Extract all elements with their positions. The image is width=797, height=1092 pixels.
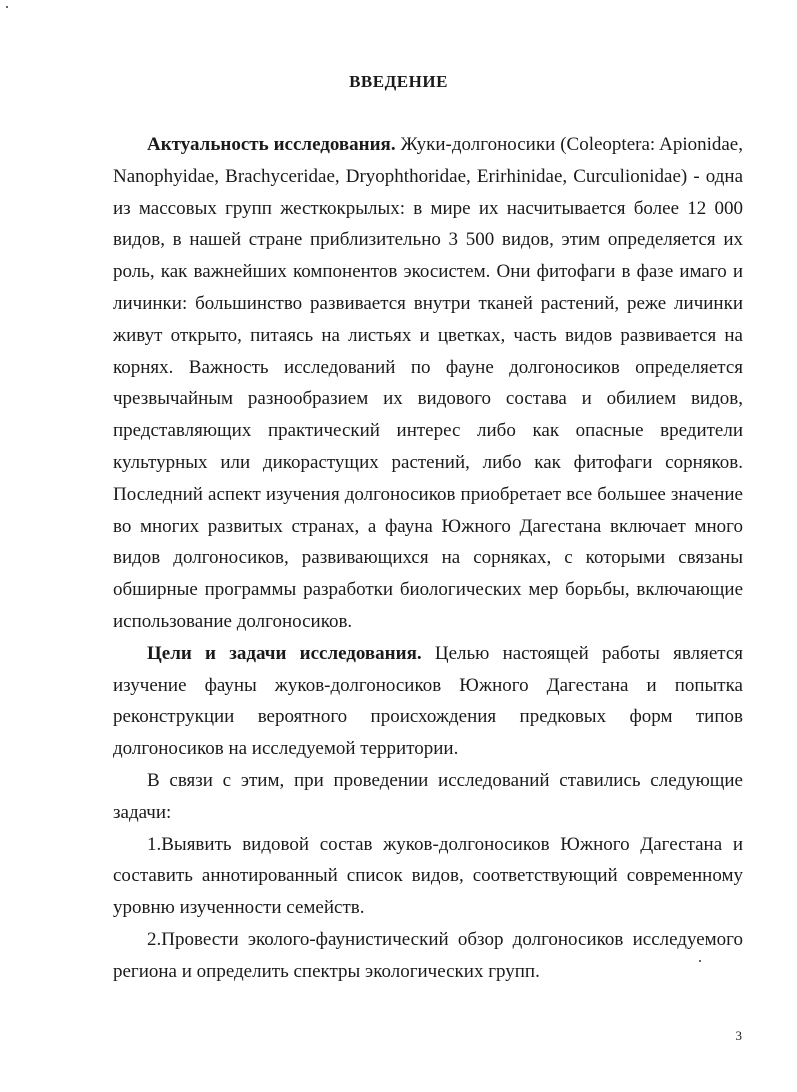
paragraph-relevance bbox=[113, 129, 743, 638]
paragraph-text: 2.Провести эколого-фаунистический обзор долгоносиков исследуемого региона и определить спектры экологических групп. bbox=[113, 928, 743, 982]
page-number: 3 bbox=[735, 1028, 742, 1043]
paragraph-text: Целью настоящей работы является изучение фауны жуков-долгоносиков Южного Дагестана и попытка реконструкции вероятного происхождения предковых форм типов долгоносиков на исследуемой территории. bbox=[113, 642, 743, 760]
paragraph-task-1 bbox=[113, 829, 743, 924]
paragraph-task-2 bbox=[113, 924, 743, 988]
section-title: ВВЕДЕНИЕ bbox=[349, 72, 448, 91]
paragraph-goals bbox=[113, 638, 743, 765]
body-text bbox=[113, 129, 743, 988]
scan-speck bbox=[6, 6, 8, 8]
paragraph-text: В связи с этим, при проведении исследований ставились следующие задачи: bbox=[113, 769, 743, 823]
paragraph-text: 1.Выявить видовой состав жуков-долгоносиков Южного Дагестана и составить аннотированный список видов, соответствующий современному уровню изученности семейств. bbox=[113, 833, 743, 919]
paragraph-tasks-intro bbox=[113, 765, 743, 829]
paragraph-lead: Цели и задачи исследования. bbox=[147, 642, 422, 664]
paragraph-lead: Актуальность исследования. bbox=[147, 134, 396, 155]
scan-speck bbox=[699, 960, 701, 962]
paragraph-text: Жуки-долгоносики (Coleoptera: Apionidae, Nanophyidae, Brachyceridae, Dryophthoridae, Erirhinidae, Curculionidae) - одна из массовых групп жесткокрылых: в мире их насчитывается более 12 000 видов, в нашей стране приблизительно 3 500 видов, этим определяется их роль, как важнейших компонентов экосистем. Они фитофаги в фазе имаго и личинки: большинство развивается внутри тканей растений, реже личинки живут открыто, питаясь на листьях и цветках, часть видов развивается на корнях. Важность исследований по фауне долгоносиков определяется чрезвычайным разнообразием их видового состава и обилием видов, представляющих практический интерес либо как опасные вредители культурных или дикорастущих растений, либо как фитофаги сорняков. Последний аспект изучения долгоносиков приобретает все большее значение во многих развитых странах, а фауна Южного Дагестана включает много видов долгоносиков, развивающихся на сорняках, с которыми связаны обширные программы разработки биологических мер борьбы, включающие использование долгоносиков. bbox=[113, 134, 743, 632]
